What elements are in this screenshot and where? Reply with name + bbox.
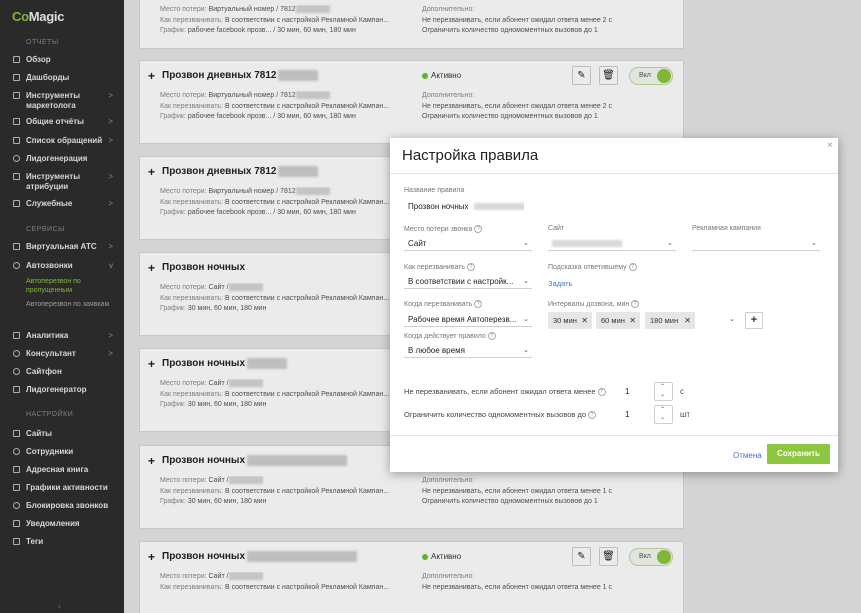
when-callback-select[interactable]: [404, 312, 532, 327]
loss-place-select[interactable]: [404, 236, 532, 251]
interval-chip: [645, 312, 695, 329]
detail-value: Сайт /: [208, 284, 229, 291]
help-icon[interactable]: ?: [629, 263, 637, 271]
chevron-right-icon: >: [108, 117, 113, 126]
detail-key: Как перезванивать:: [160, 390, 223, 398]
detail-key: График:: [160, 498, 186, 505]
when-callback-label-text: Когда перезванивать: [404, 300, 473, 308]
section-label-services: СЕРВИСЫ: [26, 226, 65, 233]
detail-key: График:: [160, 401, 186, 408]
trash-icon: 🗑: [602, 70, 615, 81]
min-wait-label: [404, 387, 606, 396]
detail-value: Виртуальный номер / 7812: [208, 6, 296, 13]
rule-title-text: Прозвон ночных: [162, 262, 246, 273]
toggle-label: Вкл: [639, 553, 651, 560]
chevron-down-icon: ⌄: [667, 240, 673, 247]
sidebar-subitem-missed-callback[interactable]: Автоперезвон по пропущенным: [26, 278, 81, 294]
interval-chip: [596, 312, 640, 329]
max-calls-stepper[interactable]: [654, 405, 673, 424]
collapse-sidebar-icon[interactable]: ‹: [58, 601, 61, 611]
min-wait-unit: с: [680, 387, 684, 396]
detail-value: В соответствии с настройкой Рекламной Кампан...: [224, 487, 390, 495]
how-callback-value: В соответствии с настройк...: [408, 277, 514, 286]
section-label-settings: НАСТРОЙКИ: [26, 411, 74, 418]
status-text: Активно: [431, 552, 462, 561]
redacted-block: [552, 240, 622, 247]
set-hint-link[interactable]: Задать: [548, 279, 573, 288]
toggle-label: Вкл: [639, 72, 651, 79]
chevron-down-icon[interactable]: ⌄: [660, 415, 666, 421]
sidebar-item-label: Консультант: [26, 349, 76, 358]
sidebar-item-label: Список обращений: [26, 136, 103, 145]
chevron-down-icon[interactable]: ⌄: [660, 392, 666, 398]
sidebar-item-label: Лидогенератор: [26, 385, 87, 394]
detail-key: Место потери:: [160, 284, 207, 291]
min-wait-stepper[interactable]: [654, 382, 673, 401]
help-icon[interactable]: ?: [488, 332, 496, 340]
max-calls-label-text: Ограничить количество одномоментных вызовов до: [404, 410, 587, 419]
rule-active-select[interactable]: [404, 343, 532, 358]
expand-icon[interactable]: +: [148, 69, 156, 83]
detail-key: Как перезванивать:: [160, 583, 223, 591]
detail-key: График:: [160, 113, 186, 120]
chevron-up-icon[interactable]: ⌃: [660, 407, 666, 413]
rule-title-text: Прозвон ночных: [162, 551, 246, 563]
detail-value: Сайт /: [208, 573, 229, 580]
chip-label: 60 мин: [601, 316, 625, 325]
sidebar-item-label: Служебные: [26, 199, 73, 208]
chevron-up-icon[interactable]: ⌃: [660, 384, 666, 390]
sidebar-item-label: Блокировка звонков: [26, 501, 109, 510]
detail-value: рабочее facebook прозв... / 30 мин, 60 мин, 180 мин: [187, 27, 356, 34]
help-icon[interactable]: ?: [467, 263, 475, 271]
intervals-label: [548, 300, 639, 308]
rule-settings-dialog: [390, 138, 838, 472]
max-calls-label: [404, 410, 596, 419]
detail-key: Место потери:: [160, 188, 207, 195]
help-icon[interactable]: ?: [598, 388, 606, 396]
site-label: Сайт: [548, 225, 565, 232]
detail-key: Как перезванивать:: [160, 198, 223, 206]
detail-value: Сайт /: [208, 380, 229, 387]
divider: [390, 435, 838, 436]
detail-key: Место потери:: [160, 477, 207, 484]
detail-value: Виртуальный номер / 7812: [208, 92, 296, 99]
sidebar-item-label: Теги: [26, 537, 44, 546]
max-calls-value[interactable]: 1: [625, 410, 630, 419]
divider: [390, 173, 838, 174]
how-callback-select[interactable]: [404, 274, 532, 289]
sidebar-item-label: Сайты: [26, 429, 52, 438]
sidebar-subitem-request-callback[interactable]: Автоперезвон по заявкам: [26, 301, 110, 308]
detail-value: В соответствии с настройкой Рекламной Кампан...: [224, 294, 390, 302]
loss-place-value: Сайт: [408, 239, 427, 248]
sidebar-item-label: Сотрудники: [26, 447, 74, 456]
chevron-right-icon: >: [108, 242, 113, 251]
when-callback-label: [404, 300, 482, 308]
detail-value: 30 мин, 60 мин, 180 мин: [187, 401, 267, 408]
detail-value: рабочее facebook прозв... / 30 мин, 60 мин, 180 мин: [187, 209, 356, 216]
status-text: Активно: [431, 71, 462, 80]
remove-chip-icon[interactable]: ✕: [629, 316, 636, 325]
extra-line: Ограничить количество одномоментных вызовов до 1: [422, 113, 598, 120]
detail-key: Место потери:: [160, 380, 207, 387]
sidebar-item-label: Лидогенерация: [26, 154, 88, 163]
detail-key: Как перезванивать:: [160, 102, 223, 110]
pencil-icon: ✎: [577, 70, 586, 81]
pencil-icon: ✎: [577, 551, 586, 562]
hint-label: [548, 263, 637, 271]
chevron-down-icon: ⌄: [523, 278, 529, 285]
extra-line: Ограничить количество одномоментных вызовов до 1: [422, 498, 598, 505]
campaign-label: Рекламная кампания: [692, 225, 761, 232]
sidebar-item-label: Аналитика: [26, 331, 69, 340]
chevron-right-icon: >: [108, 349, 113, 358]
rule-active-label: [404, 332, 496, 340]
help-icon[interactable]: ?: [588, 411, 596, 419]
extra-key: Дополнительно:: [422, 573, 475, 580]
chevron-right-icon: >: [108, 172, 113, 181]
loss-place-label-text: Место потери звонка: [404, 225, 473, 233]
chevron-down-icon: ⌄: [523, 240, 529, 247]
chevron-down-icon: v: [109, 261, 113, 270]
expand-icon[interactable]: +: [148, 550, 156, 564]
sidebar-item-label: Автозвонки: [26, 261, 73, 270]
detail-value: В соответствии с настройкой Рекламной Кампан...: [224, 390, 390, 398]
sidebar-item-label: Инструменты маркетолога: [26, 91, 81, 110]
detail-key: График:: [160, 209, 186, 216]
close-icon[interactable]: ×: [827, 140, 833, 151]
sidebar-item-label: Виртуальная АТС: [26, 242, 97, 251]
detail-key: График:: [160, 305, 186, 312]
extra-line: Не перезванивать, если абонент ожидал ответа менее 2 с: [422, 102, 613, 110]
detail-key: Как перезванивать:: [160, 487, 223, 495]
chevron-right-icon: >: [108, 136, 113, 145]
help-icon[interactable]: ?: [631, 300, 639, 308]
rule-name-label: Название правила: [404, 187, 465, 194]
sidebar-item-label: Общие отчёты: [26, 117, 84, 126]
detail-value: В соответствии с настройкой Рекламной Кампан...: [224, 102, 390, 110]
help-icon[interactable]: ?: [474, 225, 482, 233]
detail-value: Виртуальный номер / 7812: [208, 188, 296, 195]
rule-title-text: Прозвон дневных 7812: [162, 166, 277, 178]
detail-key: Как перезванивать:: [160, 294, 223, 302]
detail-value: рабочее facebook прозв... / 30 мин, 60 мин, 180 мин: [187, 113, 356, 120]
chevron-down-icon: ⌄: [523, 347, 529, 354]
rule-title-text: Прозвон ночных: [162, 358, 246, 370]
save-button[interactable]: Сохранить: [767, 444, 830, 464]
extra-key: Дополнительно:: [422, 6, 475, 13]
dialog-title: Настройка правила: [402, 147, 539, 164]
extra-line: Ограничить количество одномоментных вызовов до 1: [422, 27, 598, 34]
detail-value: 30 мин, 60 мин, 180 мин: [187, 498, 267, 505]
rule-active-value: В любое время: [408, 346, 465, 355]
detail-key: Место потери:: [160, 573, 207, 580]
rule-title-text: Прозвон ночных: [162, 455, 246, 467]
extra-key: Дополнительно:: [422, 92, 475, 99]
chevron-right-icon: >: [108, 331, 113, 340]
rule-active-label-text: Когда действует правило: [404, 332, 486, 340]
extra-key: Дополнительно:: [422, 477, 475, 484]
sidebar-item-label: Дашборды: [26, 73, 70, 82]
max-calls-unit: шт: [680, 410, 691, 419]
site-select[interactable]: [548, 236, 676, 251]
extra-line: Не перезванивать, если абонент ожидал ответа менее 2 с: [422, 16, 613, 24]
sidebar-item-label: Инструменты атрибуции: [26, 172, 81, 191]
logo-magic: Magic: [28, 9, 65, 24]
chip-label: 180 мин: [650, 316, 679, 325]
extra-line: Не перезванивать, если абонент ожидал ответа менее 1 с: [422, 583, 613, 591]
detail-key: Как перезванивать:: [160, 16, 223, 24]
remove-chip-icon[interactable]: ✕: [581, 316, 588, 325]
when-callback-value: Рабочее время Автоперезв...: [408, 315, 517, 324]
help-icon[interactable]: ?: [474, 300, 482, 308]
sidebar-item-label: Графики активности: [26, 483, 108, 492]
sidebar-item-label: Адресная книга: [26, 465, 89, 474]
detail-key: Место потери:: [160, 92, 207, 99]
detail-value: В соответствии с настройкой Рекламной Кампан...: [224, 198, 390, 206]
intervals-label-text: Интервалы дозвона, мин: [548, 300, 630, 308]
sidebar-item-label: Обзор: [26, 55, 51, 64]
extra-line: Не перезванивать, если абонент ожидал ответа менее 1 с: [422, 487, 613, 495]
chevron-down-icon: ⌄: [729, 316, 735, 323]
min-wait-value[interactable]: 1: [625, 387, 630, 396]
sidebar-item-label: Сайтфон: [26, 367, 62, 376]
expand-icon[interactable]: +: [148, 165, 156, 179]
min-wait-label-text: Не перезванивать, если абонент ожидал ответа менее: [404, 387, 596, 396]
chevron-right-icon: >: [108, 199, 113, 208]
hint-label-text: Подсказка ответившему: [548, 263, 627, 271]
campaign-select[interactable]: [692, 236, 820, 251]
chevron-down-icon: ⌄: [811, 240, 817, 247]
detail-value: В соответствии с настройкой Рекламной Кампан...: [224, 583, 390, 591]
interval-chip: [548, 312, 592, 329]
detail-value: Сайт /: [208, 477, 229, 484]
expand-icon[interactable]: +: [148, 454, 156, 468]
how-callback-label-text: Как перезванивать: [404, 263, 466, 271]
detail-value: В соответствии с настройкой Рекламной Кампан...: [224, 16, 390, 24]
cancel-button[interactable]: Отмена: [733, 451, 762, 460]
add-interval-button[interactable]: +: [745, 312, 763, 329]
chevron-down-icon: ⌄: [523, 316, 529, 323]
section-label-reports: ОТЧЕТЫ: [26, 39, 59, 46]
rule-name-input[interactable]: [404, 199, 524, 213]
expand-icon[interactable]: +: [148, 261, 156, 275]
rule-name-value: Прозвон ночных: [408, 202, 469, 211]
detail-key: График:: [160, 27, 186, 34]
chip-label: 30 мин: [553, 316, 577, 325]
redacted-block: [474, 203, 524, 210]
trash-icon: 🗑: [602, 551, 615, 562]
sidebar-item-label: Уведомления: [26, 519, 80, 528]
rule-title-text: Прозвон дневных 7812: [162, 70, 277, 82]
detail-key: Место потери:: [160, 6, 207, 13]
detail-value: 30 мин, 60 мин, 180 мин: [187, 305, 267, 312]
how-callback-label: [404, 263, 475, 271]
logo-co: Co: [12, 9, 29, 24]
loss-place-label: [404, 225, 482, 233]
interval-select[interactable]: [698, 312, 738, 326]
remove-chip-icon[interactable]: ✕: [684, 316, 691, 325]
expand-icon[interactable]: +: [148, 357, 156, 371]
chevron-right-icon: >: [108, 91, 113, 100]
